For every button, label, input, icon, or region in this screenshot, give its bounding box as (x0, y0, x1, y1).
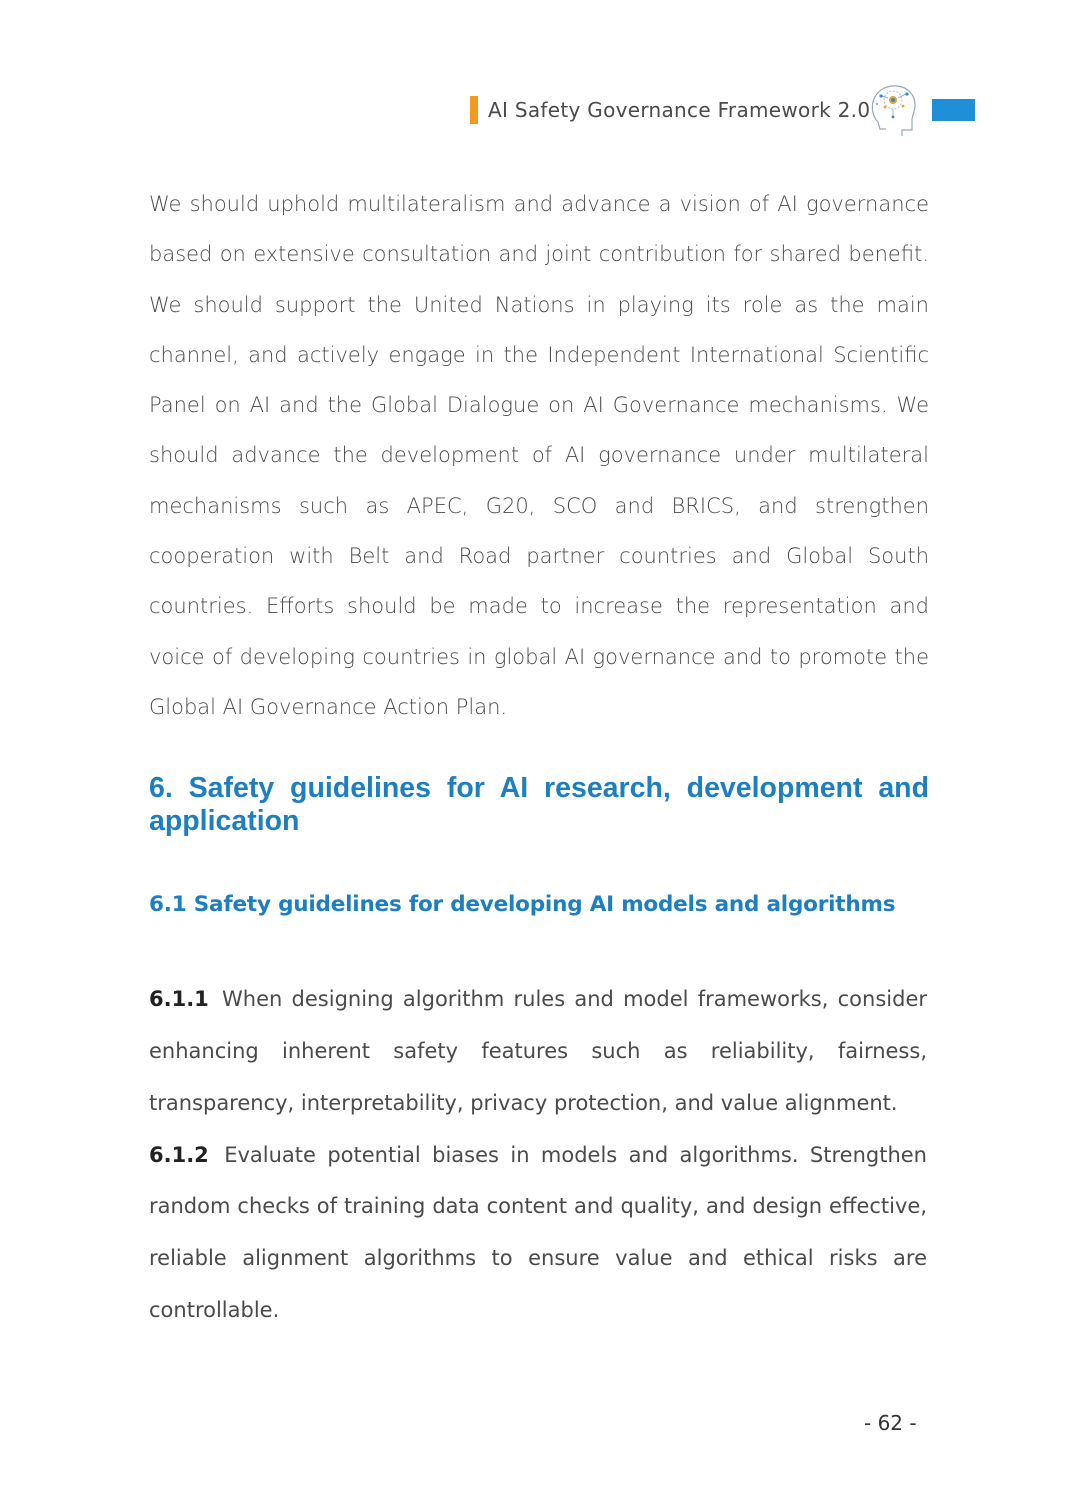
guideline-item (149, 1130, 927, 1337)
guideline-text: Evaluate potential biases in models and algorithms. Strengthen random checks of training data content and quality, and design effective, reliable alignment algorithms to ensure value and ethical risks are controllable. (149, 1142, 927, 1323)
header-color-block (932, 99, 975, 121)
brain-head-icon (868, 82, 918, 138)
running-header (470, 94, 870, 126)
guideline-number: 6.1.2 (149, 1142, 209, 1167)
intro-paragraph: We should uphold multilateralism and advance a vision of AI governance based on extensive consultation and joint contribution for shared benefit. We should support the United Nations in playing its role as the main channel, and actively engage in the Independent International Scientific Panel on AI and the Global Dialogue on AI Governance mechanisms. We should advance the development of AI governance under multilateral mechanisms such as APEC, G20, SCO and BRICS, and strengthen cooperation with Belt and Road partner countries and Global South countries. Efforts should be made to increase the representation and voice of developing countries in global AI governance and to promote the Global AI Governance Action Plan. (149, 192, 929, 719)
guideline-number: 6.1.1 (149, 987, 209, 1012)
section-heading: 6. Safety guidelines for AI research, development and application (149, 772, 929, 838)
header-accent-bar (470, 96, 478, 124)
guideline-item (149, 974, 927, 1129)
guideline-text: When designing algorithm rules and model frameworks, consider enhancing inherent safety features such as reliability, fairness, transparency, interpretability, privacy protection, and value alignment. (149, 987, 927, 1115)
page-content (149, 179, 929, 1337)
header-title: AI Safety Governance Framework 2.0 (488, 98, 871, 122)
page-number: - 62 - (864, 1411, 917, 1435)
guideline-list (149, 974, 927, 1337)
subsection-heading: 6.1 Safety guidelines for developing AI models and algorithms (149, 892, 896, 918)
